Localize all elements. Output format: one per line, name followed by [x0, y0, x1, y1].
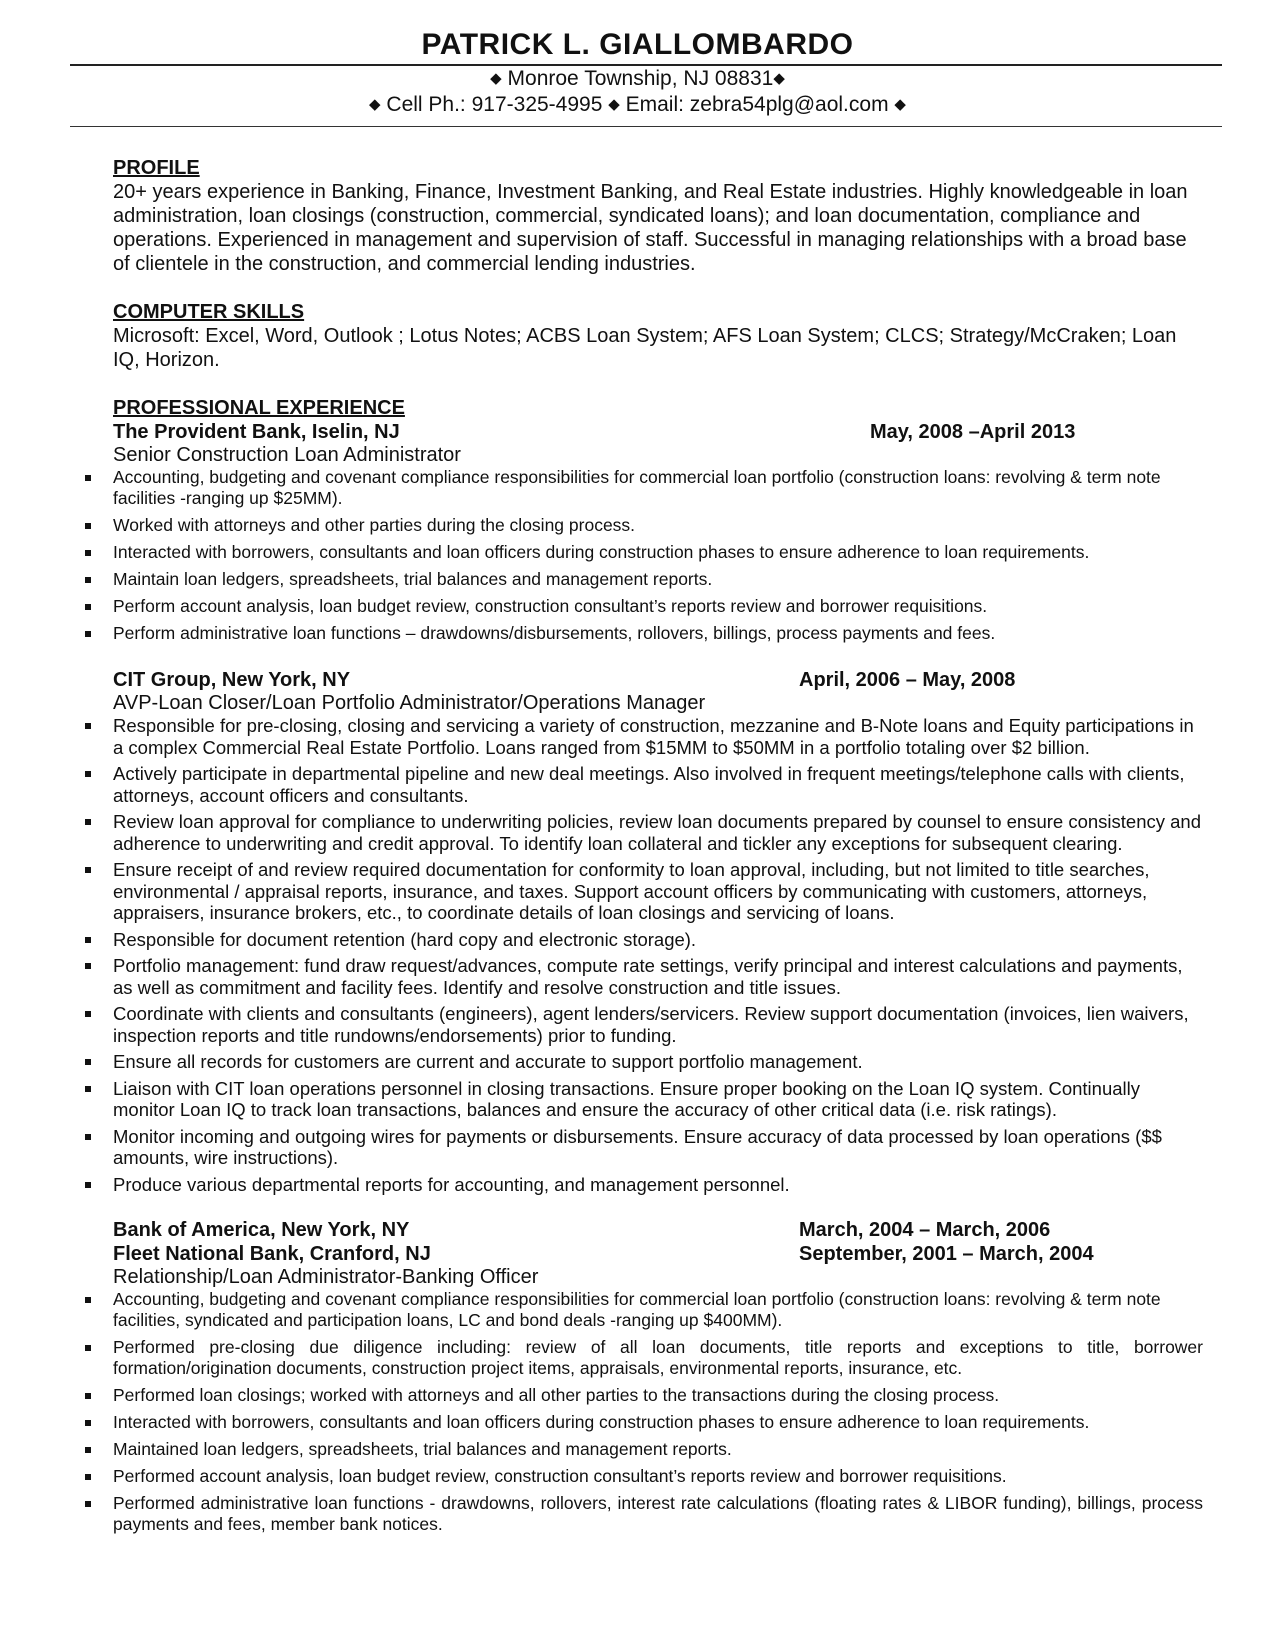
job-provident: [113, 420, 1203, 644]
job-dates: September, 2001 – March, 2004: [799, 1243, 1094, 1265]
job-bullets: [113, 1289, 1203, 1535]
profile-section: [113, 156, 1203, 276]
profile-heading: PROFILE: [113, 157, 200, 179]
diamond-icon: ◆: [608, 96, 620, 113]
list-item: Performed pre-closing due diligence including: review of all loan documents, title reports and exceptions to title, borrower formation/origination documents, construction project items, appraisals, environmental reports, insurance, etc.: [100, 1337, 1203, 1379]
header-rule-bottom: [70, 126, 1222, 127]
experience-section: [113, 396, 1203, 1535]
skills-heading: COMPUTER SKILLS: [113, 301, 305, 323]
job-dates: May, 2008 –April 2013: [870, 421, 1076, 443]
job-dates: March, 2004 – March, 2006: [799, 1219, 1051, 1241]
list-item: Worked with attorneys and other parties during the closing process.: [100, 515, 1203, 536]
job-company: Fleet National Bank, Cranford, NJ: [113, 1243, 431, 1265]
contact-phone-email-line: [0, 93, 1275, 117]
list-item: Accounting, budgeting and covenant compliance responsibilities for commercial loan portfolio (construction loans: revolving & term note facilities -ranging up $25MM).: [100, 467, 1203, 509]
list-item: Accounting, budgeting and covenant compliance responsibilities for commercial loan portfolio (construction loans: revolving & term note facilities, syndicated and participation loans, LC and bond deals -ranging up $400MM).: [100, 1289, 1203, 1331]
job-header-secondary: [113, 1242, 1203, 1266]
list-item: Performed account analysis, loan budget review, construction consultant’s reports review and borrower requisitions.: [100, 1466, 1203, 1487]
job-bullets: [113, 467, 1203, 644]
list-item: Maintain loan ledgers, spreadsheets, trial balances and management reports.: [100, 569, 1203, 590]
skills-text: Microsoft: Excel, Word, Outlook ; Lotus Notes; ACBS Loan System; AFS Loan System; CLCS; Strategy/McCraken; Loan IQ, Horizon.: [113, 325, 1177, 371]
list-item: Actively participate in departmental pipeline and new deal meetings. Also involved in frequent meetings/telephone calls with clients, attorneys, account officers and consultants.: [100, 763, 1203, 806]
list-item: Produce various departmental reports for accounting, and management personnel.: [100, 1174, 1203, 1196]
email: Email: zebra54plg@aol.com: [625, 93, 889, 116]
job-title: Relationship/Loan Administrator-Banking Officer: [113, 1266, 539, 1288]
job-title: AVP-Loan Closer/Loan Portfolio Administrator/Operations Manager: [113, 692, 706, 714]
job-header: [113, 668, 1203, 692]
diamond-icon: ◆: [773, 70, 785, 87]
job-company: CIT Group, New York, NY: [113, 669, 351, 691]
list-item: Monitor incoming and outgoing wires for payments or disbursements. Ensure accuracy of data processed by loan operations ($$ amounts, wire instructions).: [100, 1126, 1203, 1169]
list-item: Coordinate with clients and consultants (engineers), agent lenders/servicers. Review support documentation (invoices, lien waivers, inspection reports and title rundowns/endorsements) prior to funding.: [100, 1003, 1203, 1046]
job-company: Bank of America, New York, NY: [113, 1219, 410, 1241]
skills-section: [113, 300, 1203, 372]
diamond-icon: ◆: [490, 70, 502, 87]
job-bullets: [113, 715, 1203, 1195]
job-cit: [113, 668, 1203, 1195]
list-item: Perform administrative loan functions – drawdowns/disbursements, rollovers, billings, process payments and fees.: [100, 623, 1203, 644]
diamond-icon: ◆: [894, 96, 906, 113]
list-item: Responsible for document retention (hard copy and electronic storage).: [100, 929, 1203, 951]
phone: Cell Ph.: 917-325-4995: [386, 93, 603, 116]
diamond-icon: ◆: [369, 96, 381, 113]
list-item: Interacted with borrowers, consultants and loan officers during construction phases to ensure adherence to loan requirements.: [100, 542, 1203, 563]
location: Monroe Township, NJ 08831: [507, 67, 774, 90]
job-company: The Provident Bank, Iselin, NJ: [113, 421, 400, 443]
list-item: Liaison with CIT loan operations personnel in closing transactions. Ensure proper booking on the Loan IQ system. Continually monitor Loan IQ to track loan transactions, balances and ensure the accuracy of other critical data (i.e. risk ratings).: [100, 1078, 1203, 1121]
job-header: [113, 1218, 1203, 1242]
list-item: Portfolio management: fund draw request/advances, compute rate settings, verify principal and interest calculations and payments, as well as commitment and facility fees. Identify and resolve construction and title issues.: [100, 955, 1203, 998]
job-boa-fleet: [113, 1218, 1203, 1535]
list-item: Perform account analysis, loan budget review, construction consultant’s reports review and borrower requisitions.: [100, 596, 1203, 617]
list-item: Performed loan closings; worked with attorneys and all other parties to the transactions during the closing process.: [100, 1385, 1203, 1406]
resume-body: [113, 156, 1203, 1541]
applicant-name: PATRICK L. GIALLOMBARDO: [421, 28, 854, 61]
contact-location-line: [0, 67, 1275, 91]
list-item: Ensure receipt of and review required documentation for conformity to loan approval, including, but not limited to title searches, environmental / appraisal reports, insurance, and taxes. Support account officers by communicating with customers, attorneys, appraisers, insurance brokers, etc., to coordinate details of loan closings and servicing of loans.: [100, 859, 1203, 924]
job-title: Senior Construction Loan Administrator: [113, 444, 461, 466]
list-item: Maintained loan ledgers, spreadsheets, trial balances and management reports.: [100, 1439, 1203, 1460]
header-rule-top: [70, 64, 1222, 66]
list-item: Ensure all records for customers are current and accurate to support portfolio management.: [100, 1051, 1203, 1073]
experience-heading: PROFESSIONAL EXPERIENCE: [113, 397, 405, 419]
list-item: Interacted with borrowers, consultants and loan officers during construction phases to ensure adherence to loan requirements.: [100, 1412, 1203, 1433]
list-item: Performed administrative loan functions - drawdowns, rollovers, interest rate calculations (floating rates & LIBOR funding), billings, process payments and fees, member bank notices.: [100, 1493, 1203, 1535]
list-item: Responsible for pre-closing, closing and servicing a variety of construction, mezzanine and B-Note loans and Equity participations in a complex Commercial Real Estate Portfolio. Loans ranged from $15MM to $50MM in a portfolio totaling over $2 billion.: [100, 715, 1203, 758]
job-dates: April, 2006 – May, 2008: [799, 669, 1016, 691]
list-item: Review loan approval for compliance to underwriting policies, review loan documents prepared by counsel to ensure consistency and adherence to underwriting and credit approval. To identify loan collateral and tickler any exceptions for subsequent clearing.: [100, 811, 1203, 854]
job-header: [113, 420, 1203, 444]
profile-text: 20+ years experience in Banking, Finance, Investment Banking, and Real Estate industries. Highly knowledgeable in loan administration, loan closings (construction, commercial, syndicated loans); and loan documentation, compliance and operations. Experienced in management and supervision of staff. Successful in managing relationships with a broad base of clientele in the construction, and commercial lending industries.: [113, 181, 1188, 275]
